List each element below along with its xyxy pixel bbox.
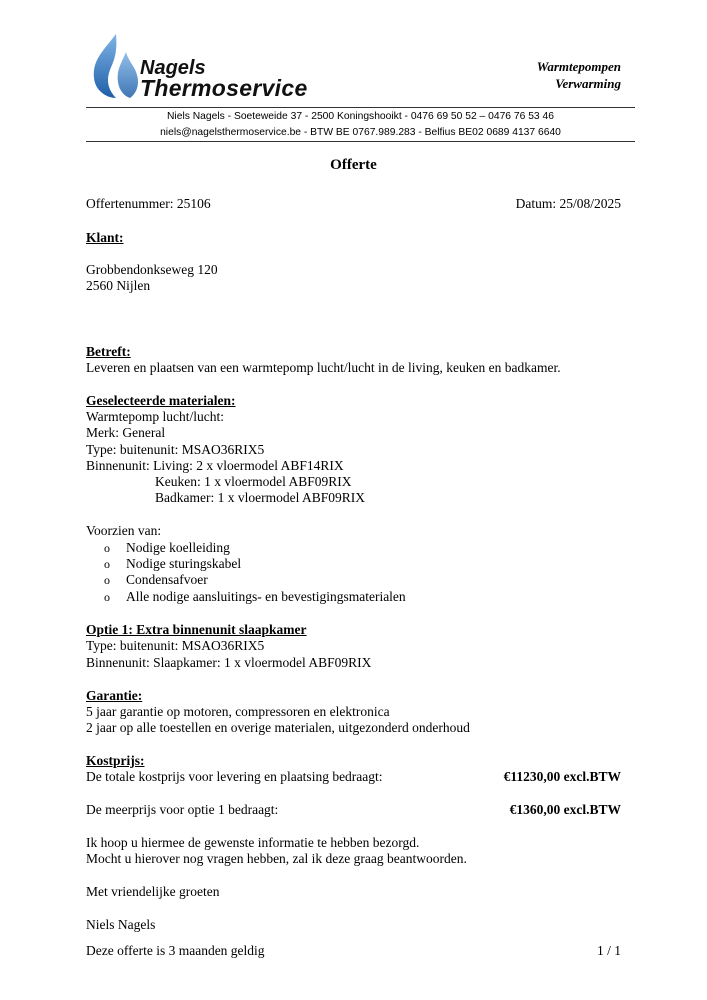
total-price-label: De totale kostprijs voor levering en plaatsing bedraagt: [86, 769, 383, 784]
client-address-line: Grobbendonkseweg 120 [86, 262, 218, 277]
page-number: 1 / 1 [596, 943, 621, 958]
provided-item-label: Alle nodige aansluitings- en bevestigingsmaterialen [126, 589, 406, 604]
client-address-line: 2560 Nijlen [86, 278, 151, 293]
provided-item [104, 572, 208, 588]
provided-item [104, 556, 241, 572]
tagline-line: Warmtepompen [536, 59, 621, 74]
provided-heading: Voorzien van: [86, 523, 162, 538]
subject-text: Leveren en plaatsen van een warmtepomp lucht/lucht in de living, keuken en badkamer. [86, 360, 561, 375]
materials-heading: Geselecteerde materialen: [86, 393, 236, 408]
validity-note: Deze offerte is 3 maanden geldig [86, 943, 265, 958]
contact-line-2: niels@nagelsthermoservice.be - BTW BE 0767.989.283 - Belfius BE02 0689 4137 6640 [160, 127, 561, 138]
materials-line: Warmtepomp lucht/lucht: [86, 409, 225, 424]
pricing-heading: Kostprijs: [86, 753, 145, 768]
subject-heading: Betreft: [86, 344, 131, 359]
flame-icon [86, 30, 146, 100]
header-divider [86, 107, 635, 108]
warranty-line: 5 jaar garantie op motoren, compressoren en elektronica [86, 704, 390, 719]
bullet-icon: o [104, 541, 110, 555]
tagline-line: Verwarming [555, 76, 621, 91]
offer-date: Datum: 25/08/2025 [515, 196, 621, 211]
page-title: Offerte [330, 157, 377, 173]
materials-indented-line: Badkamer: 1 x vloermodel ABF09RIX [155, 490, 365, 505]
option1-line: Binnenunit: Slaapkamer: 1 x vloermodel ABF09RIX [86, 655, 372, 670]
provided-item-label: Condensafvoer [126, 572, 208, 587]
closing-line: Ik hoop u hiermee de gewenste informatie te hebben bezorgd. [86, 835, 420, 850]
bullet-icon: o [104, 590, 110, 604]
materials-line: Type: buitenunit: MSAO36RIX5 [86, 442, 265, 457]
warranty-heading: Garantie: [86, 688, 143, 703]
client-heading: Klant: [86, 230, 124, 245]
bullet-icon: o [104, 573, 110, 587]
provided-item [104, 540, 230, 556]
closing-greeting: Met vriendelijke groeten [86, 884, 220, 899]
total-price-value: €11230,00 excl.BTW [503, 769, 621, 784]
option1-line: Type: buitenunit: MSAO36RIX5 [86, 638, 265, 653]
bullet-icon: o [104, 557, 110, 571]
tagline [537, 58, 621, 92]
option-price-label: De meerprijs voor optie 1 bedraagt: [86, 802, 279, 817]
materials-line: Binnenunit: Living: 2 x vloermodel ABF14RIX [86, 458, 344, 473]
provided-item-label: Nodige koelleiding [126, 540, 230, 555]
company-logo [86, 30, 356, 100]
header-divider [86, 141, 635, 142]
provided-item [104, 589, 406, 605]
signature: Niels Nagels [86, 917, 156, 932]
warranty-line: 2 jaar op alle toestellen en overige materialen, uitgezonderd onderhoud [86, 720, 470, 735]
materials-indented-line: Keuken: 1 x vloermodel ABF09RIX [155, 474, 352, 489]
logo-name-line2: Thermoservice [140, 75, 308, 101]
contact-line-1: Niels Nagels - Soeteweide 37 - 2500 Koningshooikt - 0476 69 50 52 – 0476 76 53 46 [167, 111, 554, 122]
provided-item-label: Nodige sturingskabel [126, 556, 242, 571]
materials-line: Merk: General [86, 425, 166, 440]
option1-heading: Optie 1: Extra binnenunit slaapkamer [86, 622, 307, 637]
offer-number: Offertenummer: 25106 [86, 196, 211, 211]
option-price-value: €1360,00 excl.BTW [509, 802, 621, 817]
logo-name-line1: Nagels [140, 57, 206, 79]
closing-line: Mocht u hierover nog vragen hebben, zal ik deze graag beantwoorden. [86, 851, 467, 866]
